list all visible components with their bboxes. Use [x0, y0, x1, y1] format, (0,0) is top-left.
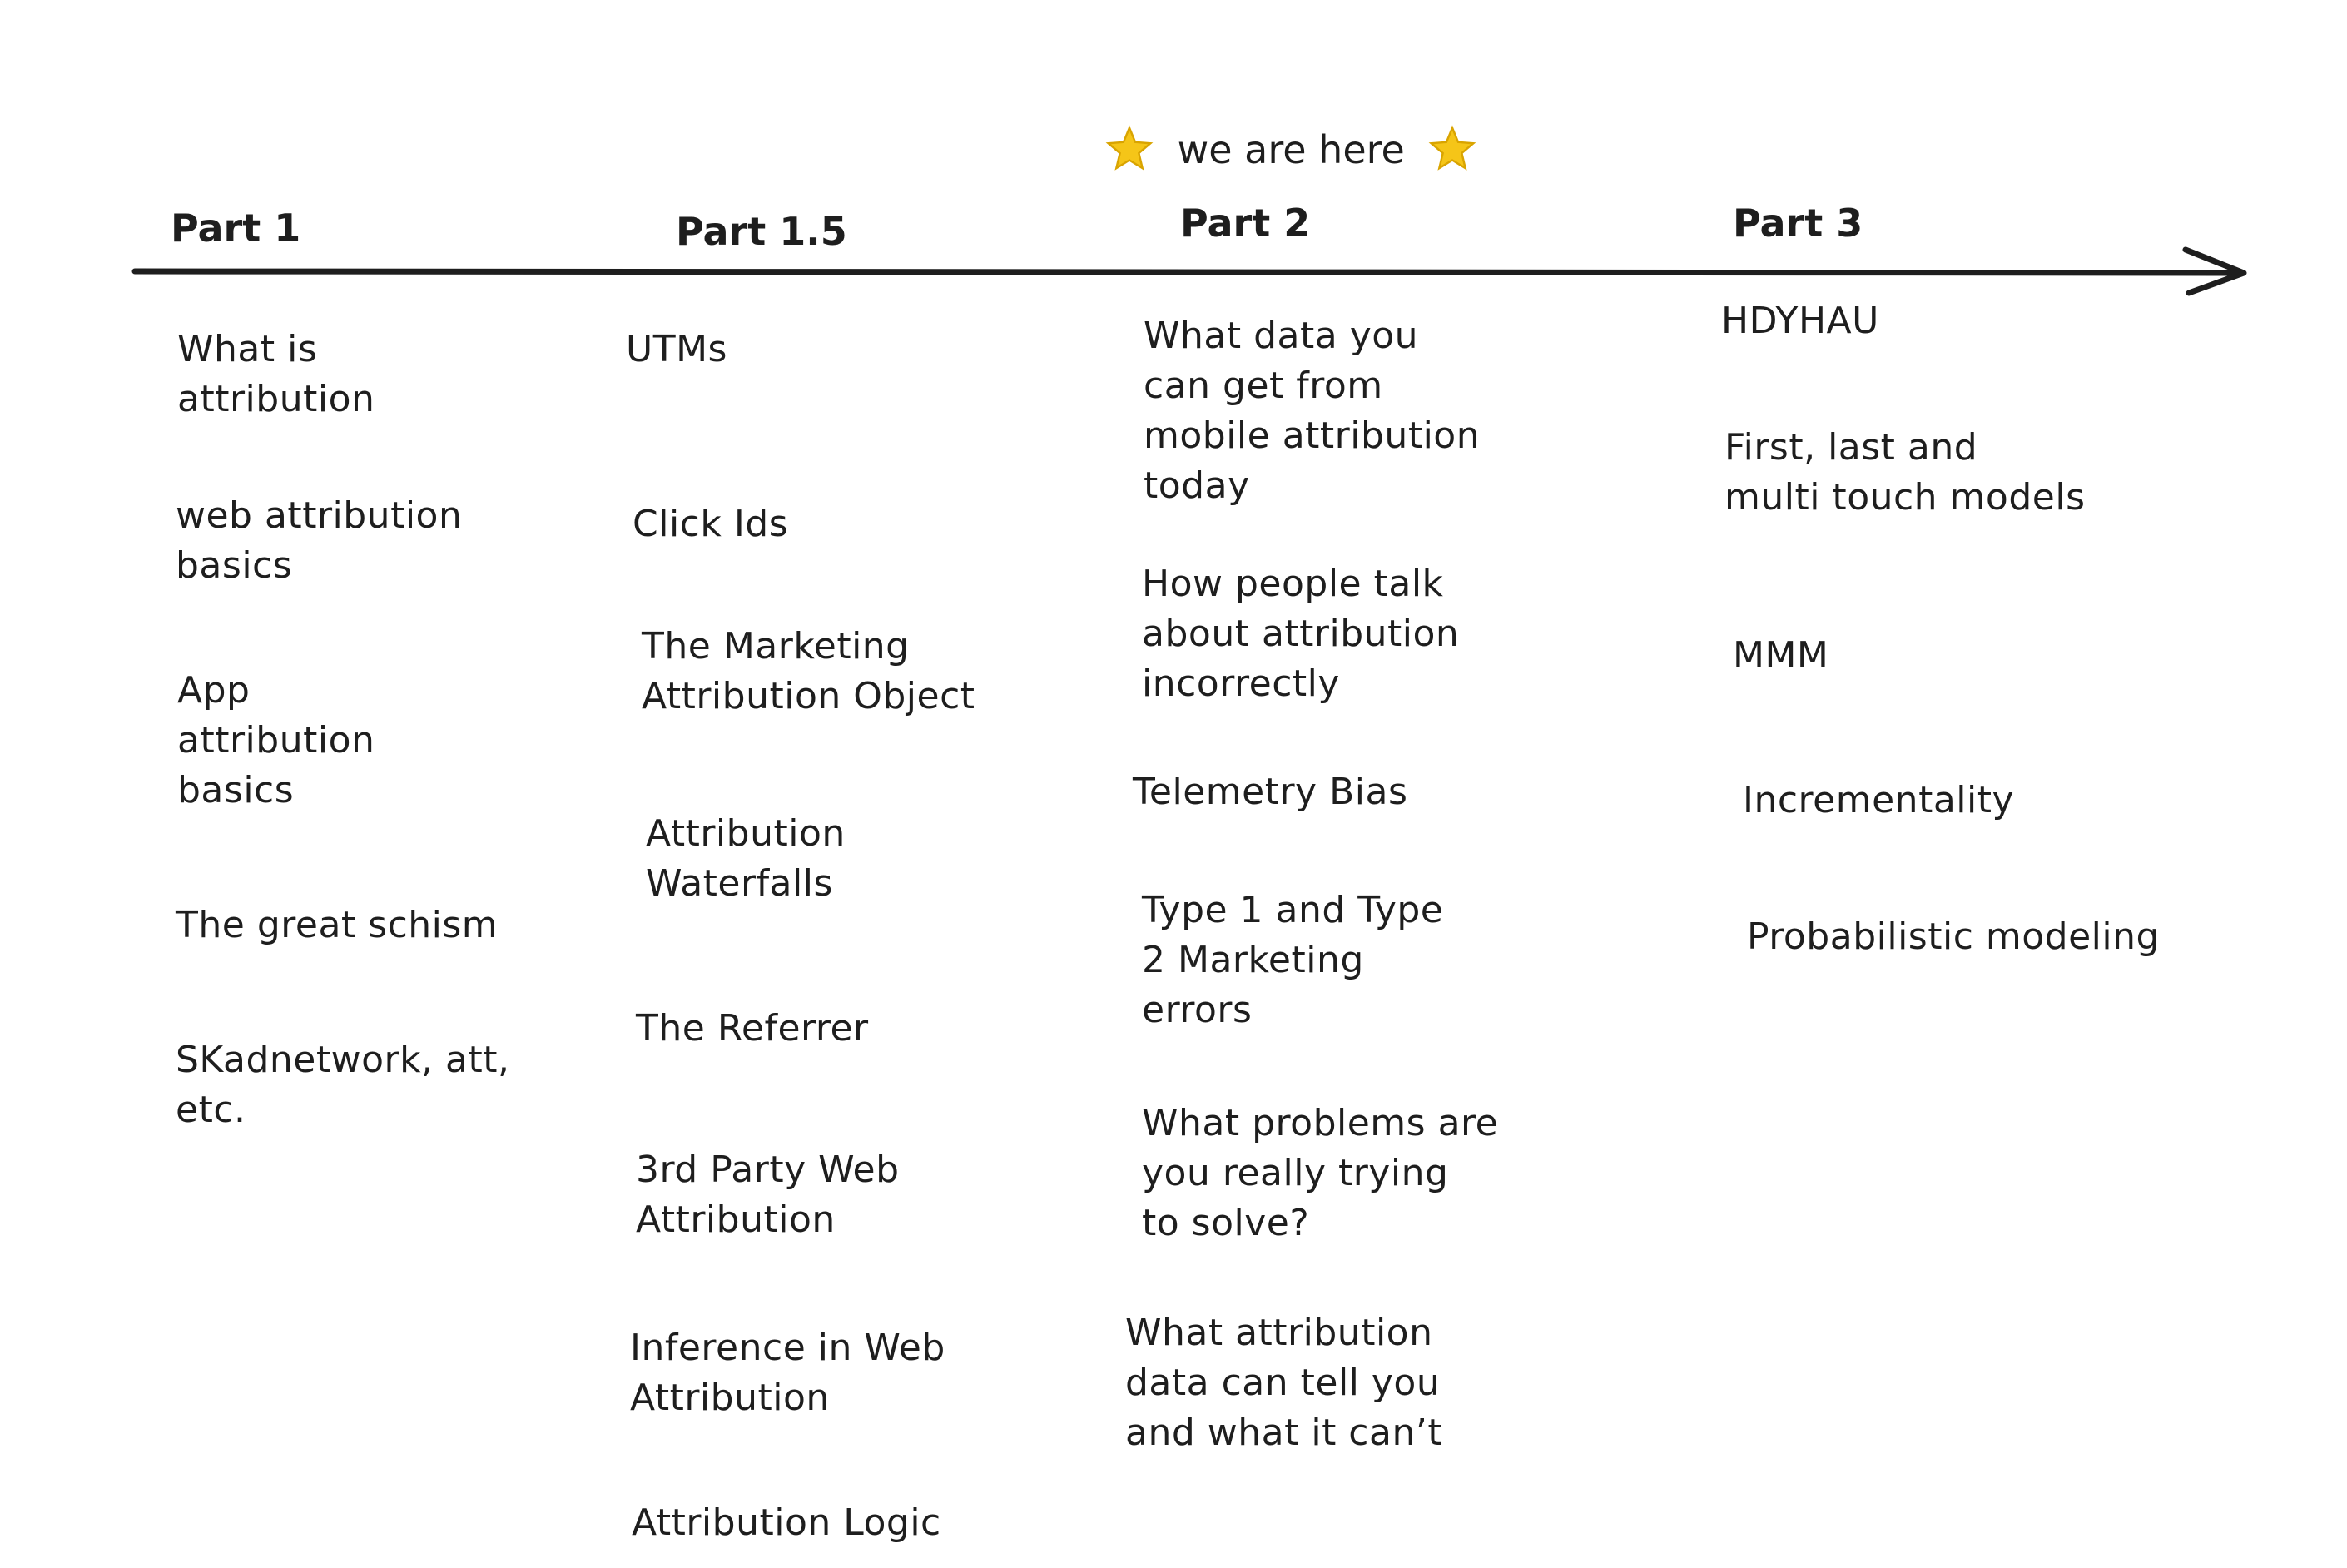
- part-1-5-item: Attribution Logic: [632, 1501, 941, 1544]
- part-3-item: First, last and multi touch models: [1724, 426, 2086, 519]
- part-1-5-item: Attribution Waterfalls: [646, 812, 846, 905]
- part-1-item: What is attribution: [177, 328, 375, 420]
- part-1-5-item: UTMs: [626, 328, 727, 370]
- part-2-item: What attribution data can tell you and what it can’t: [1125, 1312, 1443, 1454]
- part-1-item: SKadnetwork, att, etc.: [176, 1039, 510, 1131]
- part-2-item: Type 1 and Type 2 Marketing errors: [1142, 889, 1444, 1031]
- part-3-item: Incrementality: [1743, 779, 2015, 821]
- part-1-header: Part 1: [171, 206, 301, 251]
- part-1-5-header: Part 1.5: [676, 209, 847, 254]
- part-3-item: HDYHAU: [1721, 300, 1879, 342]
- part-1-item: App attribution basics: [177, 669, 375, 811]
- part-2-item: Telemetry Bias: [1133, 771, 1408, 813]
- part-1-item: web attribution basics: [176, 494, 463, 587]
- part-1-5-item: The Marketing Attribution Object: [642, 625, 975, 717]
- part-2-item: What problems are you really trying to solve?: [1142, 1102, 1499, 1244]
- part-1-5-item: Inference in Web Attribution: [630, 1327, 945, 1419]
- part-3-item: Probabilistic modeling: [1747, 915, 2160, 958]
- part-2-item: What data you can get from mobile attribution today: [1144, 315, 1481, 507]
- timeline-arrow: [0, 0, 2347, 333]
- part-3-header: Part 3: [1733, 201, 1863, 246]
- marker-text: we are here: [1177, 127, 1405, 172]
- part-1-5-item: The Referrer: [636, 1007, 869, 1049]
- part-1-5-item: Click Ids: [633, 503, 789, 545]
- part-2-item: How people talk about attribution incorrectly: [1142, 563, 1460, 705]
- timeline-line: [135, 270, 2239, 273]
- part-1-5-item: 3rd Party Web Attribution: [636, 1149, 900, 1241]
- part-1-item: The great schism: [176, 904, 499, 946]
- part-2-header: Part 2: [1180, 201, 1311, 246]
- part-3-item: MMM: [1733, 634, 1829, 677]
